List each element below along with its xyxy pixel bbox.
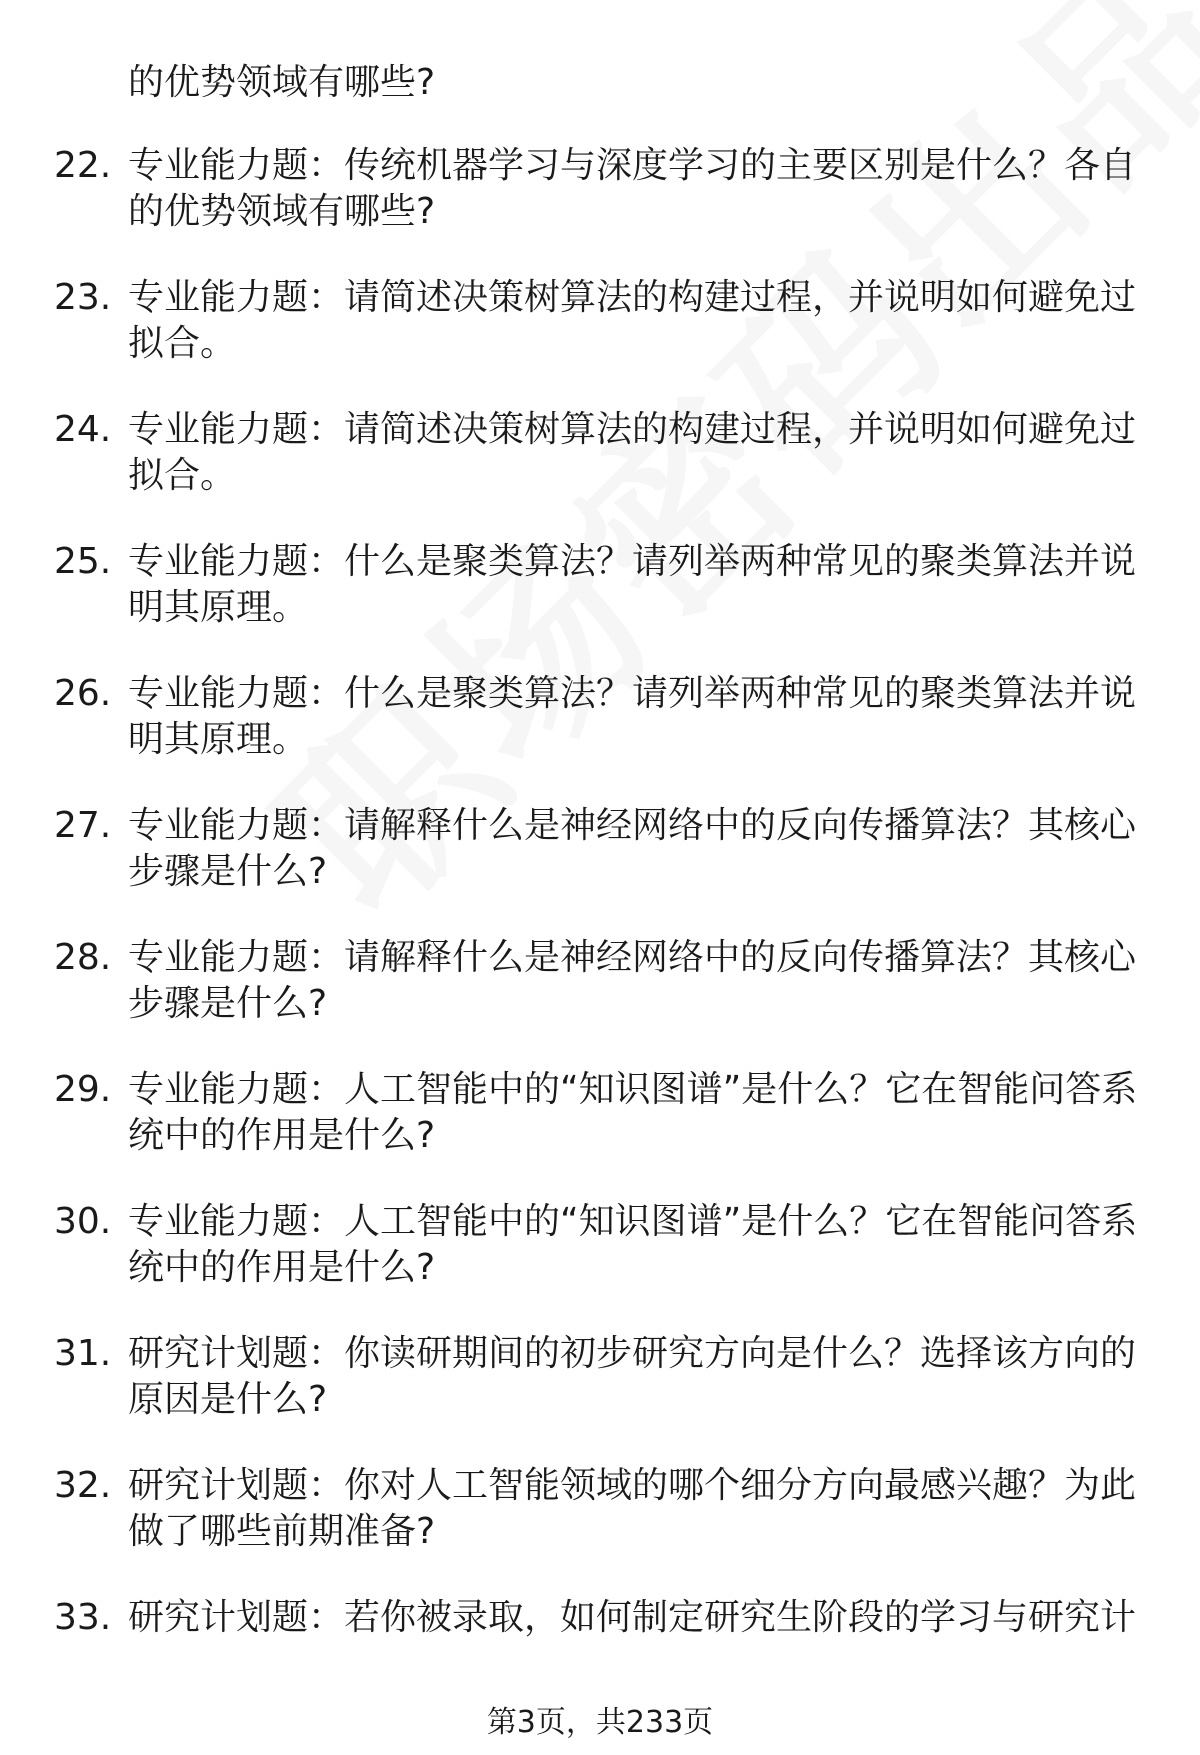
page-footer: 第3页，共233页 — [486, 1705, 714, 1740]
question-text: 专业能力题：请简述决策树算法的构建过程，并说明如何避免过拟合。 — [128, 277, 1137, 364]
question-text: 专业能力题：传统机器学习与深度学习的主要区别是什么？各自的优势领域有哪些? — [128, 145, 1137, 232]
list-item — [0, 1067, 1200, 1199]
list-item — [0, 1199, 1200, 1331]
question-number: 31. — [54, 1333, 112, 1374]
list-item — [0, 539, 1200, 671]
list-item — [0, 1331, 1200, 1463]
question-number: 33. — [54, 1597, 112, 1638]
question-text: 专业能力题：人工智能中的“知识图谱”是什么？它在智能问答系统中的作用是什么? — [128, 1069, 1138, 1156]
question-list — [0, 143, 1200, 1727]
question-number: 28. — [54, 937, 112, 978]
question-number: 29. — [54, 1069, 112, 1110]
question-number: 32. — [54, 1465, 112, 1506]
question-number: 30. — [54, 1201, 112, 1242]
list-item — [0, 671, 1200, 803]
list-item — [0, 275, 1200, 407]
question-number: 22. — [54, 145, 112, 186]
question-text: 专业能力题：请解释什么是神经网络中的反向传播算法？其核心步骤是什么? — [128, 805, 1137, 892]
question-text: 研究计划题：你读研期间的初步研究方向是什么？选择该方向的原因是什么? — [128, 1333, 1137, 1420]
question-text: 研究计划题：若你被录取，如何制定研究生阶段的学习与研究计 — [128, 1597, 1137, 1638]
question-text: 专业能力题：什么是聚类算法？请列举两种常见的聚类算法并说明其原理。 — [128, 541, 1137, 628]
list-item — [0, 803, 1200, 935]
question-text: 专业能力题：什么是聚类算法？请列举两种常见的聚类算法并说明其原理。 — [128, 673, 1137, 760]
list-item — [0, 935, 1200, 1067]
question-text: 研究计划题：你对人工智能领域的哪个细分方向最感兴趣？为此做了哪些前期准备? — [128, 1465, 1137, 1552]
question-text: 专业能力题：请解释什么是神经网络中的反向传播算法？其核心步骤是什么? — [128, 937, 1137, 1024]
question-number: 26. — [54, 673, 112, 714]
question-number: 23. — [54, 277, 112, 318]
question-text: 专业能力题：人工智能中的“知识图谱”是什么？它在智能问答系统中的作用是什么? — [128, 1201, 1138, 1288]
list-item — [0, 1463, 1200, 1595]
list-item — [0, 143, 1200, 275]
continued-text: 的优势领域有哪些? — [128, 62, 436, 103]
question-number: 27. — [54, 805, 112, 846]
question-number: 25. — [54, 541, 112, 582]
question-number: 24. — [54, 409, 112, 450]
question-text: 专业能力题：请简述决策树算法的构建过程，并说明如何避免过拟合。 — [128, 409, 1137, 496]
list-item — [0, 407, 1200, 539]
